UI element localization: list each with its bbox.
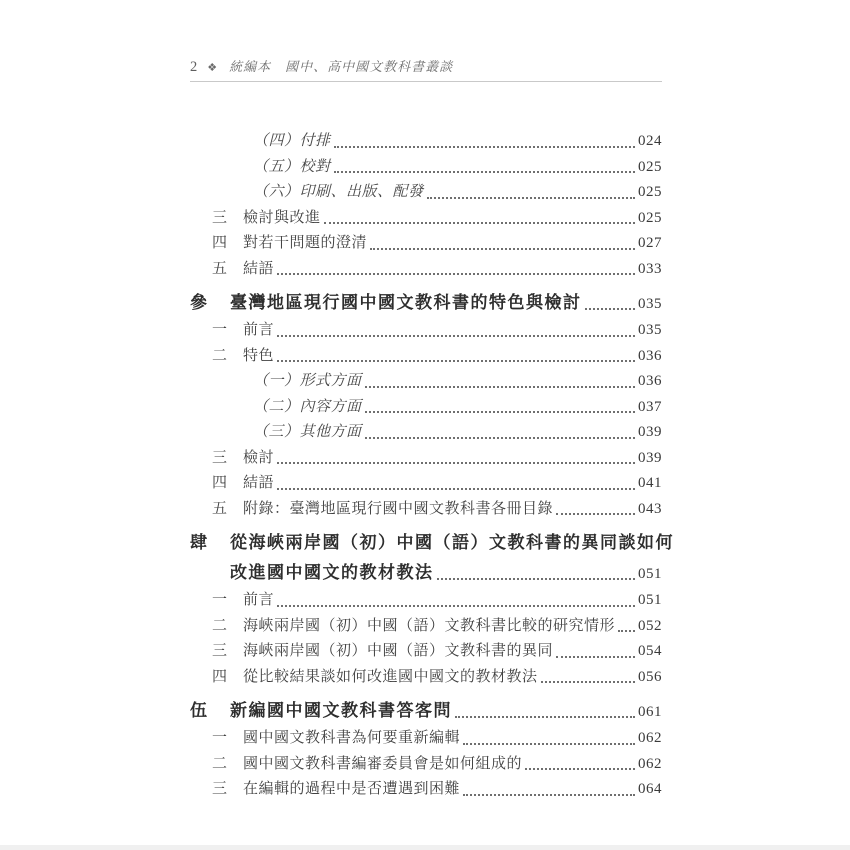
toc-entry-page: 025: [638, 184, 662, 200]
toc-entry-row: [190, 777, 662, 803]
toc-entry-row: [190, 752, 662, 778]
dot-leader: [365, 437, 635, 439]
toc-entry-page: 035: [638, 296, 662, 312]
toc-chapter-row: [190, 696, 662, 726]
toc-entry-row: [190, 231, 662, 257]
dot-leader: [463, 794, 635, 796]
toc-entry-number: （五）: [253, 158, 300, 175]
toc-chapter-row: [190, 528, 674, 558]
toc-entry-title: 改進國中國文的教材教法: [230, 563, 434, 582]
toc-entry-number: 一: [212, 592, 228, 608]
toc-entry-number: 三: [212, 781, 228, 797]
toc-entry-number: （四）: [253, 133, 300, 149]
toc-entry-page: 043: [638, 500, 662, 517]
toc-entry-title: 前言: [243, 592, 275, 608]
toc-entry-row: [190, 257, 662, 283]
toc-entry-page: 036: [638, 373, 662, 389]
toc-entry-row: [190, 420, 662, 446]
toc-entry-number: 三: [212, 209, 228, 226]
toc-entry-row: [190, 180, 662, 206]
toc-entry-number: 伍: [190, 701, 209, 720]
toc-entry-title: 結語: [243, 260, 275, 277]
toc-entry-number: 五: [212, 260, 228, 277]
toc-entry-page: 061: [638, 704, 662, 720]
toc-entry-title: 檢討: [243, 449, 275, 466]
toc-entry-title: 結語: [243, 475, 275, 491]
toc-entry-page: 025: [638, 158, 662, 175]
toc-entry-title: 在編輯的過程中是否遭遇到困難: [243, 781, 461, 797]
toc-entry-number: 四: [212, 235, 228, 251]
toc-entry-title: 新編國中國文教科書答客問: [230, 701, 452, 720]
toc-entry-row: [190, 588, 662, 614]
dot-leader: [585, 308, 636, 310]
toc-entry-row: [190, 318, 662, 344]
dot-leader: [556, 513, 635, 515]
toc-chapter-row: [190, 288, 662, 318]
ornament-diamond-icon: ❖: [207, 62, 219, 74]
toc-entry-page: 052: [638, 617, 662, 634]
toc-entry-row: [190, 129, 662, 155]
toc-entry-number: 二: [212, 617, 228, 634]
toc-entry-title: 從比較結果談如何改進國中國文的教材教法: [243, 668, 538, 685]
toc-entry-number: 三: [212, 643, 228, 659]
toc-entry-page: 056: [638, 668, 662, 685]
toc-entry-number: （二）: [253, 398, 300, 415]
toc-entry-number: 四: [212, 475, 228, 491]
dot-leader: [277, 488, 635, 490]
toc-entry-title: 臺灣地區現行國中國文教科書的特色與檢討: [230, 293, 582, 312]
dot-leader: [277, 273, 635, 275]
toc-entry-number: 四: [212, 668, 228, 685]
toc-entry-title: 印刷、出版、配發: [299, 184, 424, 200]
toc-entry-number: 三: [212, 449, 228, 466]
toc-entry-row: [190, 639, 662, 665]
toc-entry-number: 一: [212, 322, 228, 338]
toc-entry-page: 039: [638, 449, 662, 466]
dot-leader: [437, 578, 636, 580]
toc-entry-page: 051: [638, 592, 662, 608]
dot-leader: [541, 681, 635, 683]
toc-entry-page: 054: [638, 643, 662, 659]
toc-entry-number: （一）: [253, 373, 300, 389]
toc-entry-title: 校對: [299, 158, 331, 175]
toc-entry-page: 035: [638, 322, 662, 338]
toc-entry-title: 其他方面: [299, 424, 362, 440]
dot-leader: [463, 743, 635, 745]
toc-entry-page: 033: [638, 260, 662, 277]
toc-entry-number: （三）: [253, 424, 300, 440]
toc-entry-number: 二: [212, 347, 228, 364]
header-page-number: 2: [190, 59, 199, 75]
dot-leader: [334, 146, 635, 148]
dot-leader: [277, 605, 635, 607]
dot-leader: [618, 630, 635, 632]
running-header: [190, 56, 662, 76]
toc-entry-row: [190, 369, 662, 395]
toc-entry-title: 檢討與改進: [243, 209, 321, 226]
page-content: [190, 56, 674, 803]
toc-entry-row: [190, 446, 662, 472]
toc-entry-page: 039: [638, 424, 662, 440]
dot-leader: [365, 386, 635, 388]
header-rule: [190, 81, 662, 82]
toc-entry-title: 形式方面: [299, 373, 362, 389]
toc-entry-title: 國中國文教科書編審委員會是如何組成的: [243, 755, 523, 772]
toc-entry-page: 041: [638, 475, 662, 491]
toc-entry-title: 海峽兩岸國（初）中國（語）文教科書比較的研究情形: [243, 617, 616, 634]
dot-leader: [324, 222, 635, 224]
dot-leader: [525, 768, 635, 770]
toc-entry-title: 付排: [299, 133, 331, 149]
toc-entry-page: 051: [638, 566, 662, 582]
toc-entry-title: 對若干問題的澄清: [243, 235, 368, 251]
toc-entry-title: 附錄：臺灣地區現行國中國文教科書各冊目錄: [243, 500, 554, 517]
toc-entry-number: 參: [190, 293, 209, 312]
dot-leader: [277, 360, 635, 362]
toc-entry-row: [190, 497, 662, 523]
toc-entry-row: [190, 206, 662, 232]
toc-entry-page: 064: [638, 781, 662, 797]
toc-entry-row: [190, 471, 662, 497]
toc-entry-page: 036: [638, 347, 662, 364]
scan-bottom-edge: [0, 845, 850, 850]
dot-leader: [427, 197, 635, 199]
toc-entry-title: 國中國文教科書為何要重新編輯: [243, 730, 461, 746]
toc-list: [190, 129, 674, 803]
dot-leader: [334, 171, 635, 173]
toc-entry-number: 二: [212, 755, 228, 772]
toc-entry-page: 027: [638, 235, 662, 251]
toc-entry-number: 五: [212, 500, 228, 517]
dot-leader: [277, 335, 635, 337]
toc-entry-page: 062: [638, 730, 662, 746]
toc-entry-title: 海峽兩岸國（初）中國（語）文教科書的異同: [243, 643, 554, 659]
toc-entry-title: 前言: [243, 322, 275, 338]
dot-leader: [556, 656, 635, 658]
toc-entry-title: 內容方面: [299, 398, 362, 415]
toc-entry-page: 024: [638, 133, 662, 149]
toc-entry-title: 從海峽兩岸國（初）中國（語）文教科書的異同談如何: [230, 533, 674, 552]
toc-entry-row: [190, 726, 662, 752]
toc-entry-row: [190, 614, 662, 640]
toc-entry-row: [190, 665, 662, 691]
toc-entry-row: [190, 344, 662, 370]
toc-entry-number: （六）: [253, 184, 300, 200]
dot-leader: [455, 716, 635, 718]
dot-leader: [277, 462, 635, 464]
toc-entry-title: 特色: [243, 347, 275, 364]
toc-entry-page: 025: [638, 209, 662, 226]
toc-entry-page: 037: [638, 398, 662, 415]
toc-chapter-row-continuation: [190, 558, 662, 588]
dot-leader: [370, 248, 635, 250]
toc-entry-number: 一: [212, 730, 228, 746]
dot-leader: [365, 411, 635, 413]
toc-entry-row: [190, 395, 662, 421]
toc-entry-number: 肆: [190, 533, 209, 552]
toc-entry-row: [190, 155, 662, 181]
running-title: 統編本 國中、高中國文教科書叢談: [229, 59, 454, 74]
toc-entry-page: 062: [638, 755, 662, 772]
